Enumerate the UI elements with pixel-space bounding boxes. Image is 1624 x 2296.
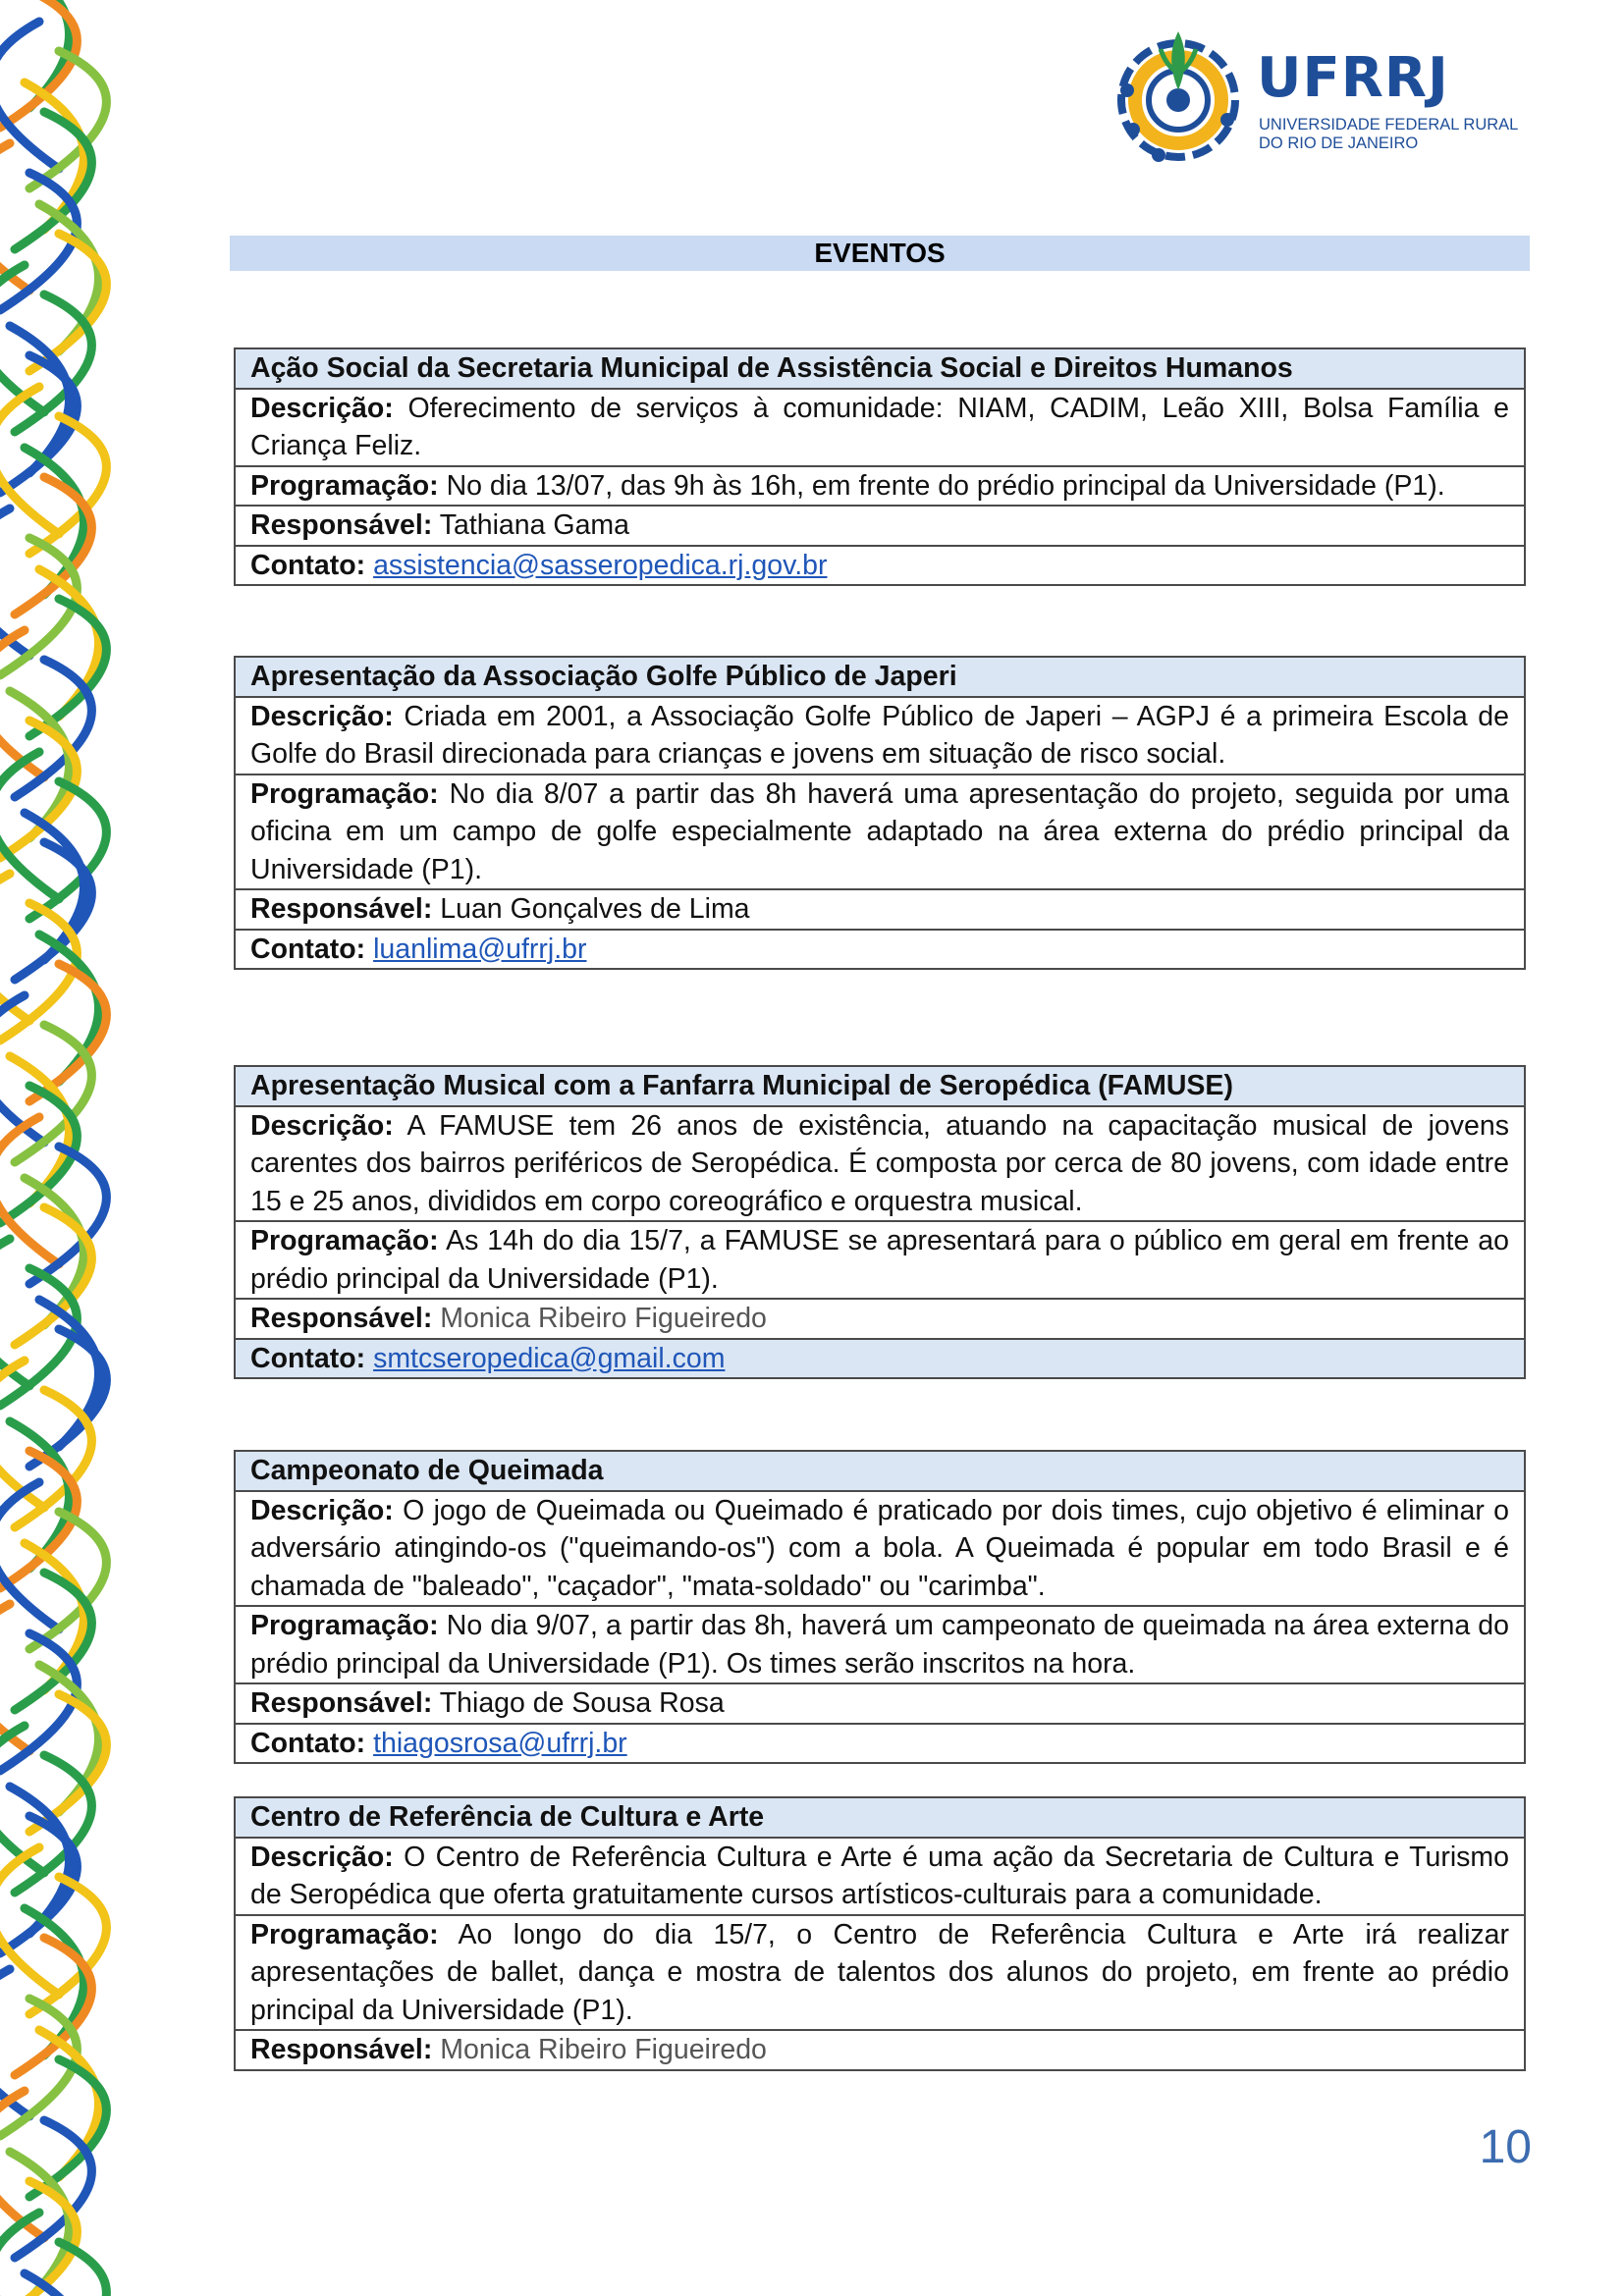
event-responsible bbox=[235, 889, 1525, 930]
responsible-name: Thiago de Sousa Rosa bbox=[439, 1687, 725, 1719]
schedule-text: No dia 9/07, a partir das 8h, haverá um campeonato de queimada na área externa do prédio principal da Universidade (P1). Os times serão inscritos na hora. bbox=[250, 1610, 1509, 1680]
event-schedule bbox=[235, 466, 1525, 507]
schedule-label: Programação: bbox=[250, 1225, 439, 1256]
event-contact bbox=[235, 930, 1525, 970]
description-label: Descrição: bbox=[250, 700, 394, 732]
ufrrj-emblem-icon bbox=[1110, 22, 1247, 169]
schedule-text: No dia 13/07, das 9h às 16h, em frente do prédio principal da Universidade (P1). bbox=[446, 469, 1445, 502]
event-title: Centro de Referência de Cultura e Arte bbox=[235, 1797, 1525, 1838]
event-table bbox=[234, 347, 1526, 586]
contact-label: Contato: bbox=[250, 549, 366, 581]
page-number: 10 bbox=[1479, 2121, 1532, 2173]
responsible-label: Responsável: bbox=[250, 1687, 433, 1719]
schedule-text: Ao longo do dia 15/7, o Centro de Referência Cultura e Arte irá realizar apresentações de ballet, dança e mostra de talentos dos alunos do projeto, em frente ao prédio principal da Universidade (P1). bbox=[250, 1918, 1509, 2026]
event-table bbox=[234, 1796, 1526, 2071]
event-responsible bbox=[235, 1299, 1525, 1339]
event-description bbox=[235, 1838, 1525, 1915]
schedule-label: Programação: bbox=[250, 469, 439, 502]
logo-title: UFRRJ bbox=[1257, 46, 1449, 110]
event-description bbox=[235, 697, 1525, 774]
section-title: EVENTOS bbox=[230, 236, 1530, 271]
responsible-label: Responsável: bbox=[250, 893, 433, 925]
description-label: Descrição: bbox=[250, 1841, 394, 1873]
description-text: Criada em 2001, a Associação Golfe Público de Japeri – AGPJ é a primeira Escola de Golfe do Brasil direcionada para crianças e jovens em situação de risco social. bbox=[250, 700, 1510, 770]
description-text: O Centro de Referência Cultura e Arte é uma ação da Secretaria de Cultura e Turismo de Seropédica que oferta gratuitamente cursos artísticos-culturais para a comunidade. bbox=[250, 1841, 1510, 1910]
event-contact bbox=[235, 546, 1525, 586]
responsible-label: Responsável: bbox=[250, 1303, 433, 1334]
description-label: Descrição: bbox=[250, 1109, 394, 1142]
responsible-label: Responsável: bbox=[250, 509, 433, 541]
event-title: Apresentação Musical com a Fanfarra Municipal de Seropédica (FAMUSE) bbox=[235, 1066, 1525, 1106]
contact-label: Contato: bbox=[250, 933, 366, 965]
event-schedule bbox=[235, 1915, 1525, 2031]
schedule-label: Programação: bbox=[250, 777, 439, 810]
logo-subtitle: UNIVERSIDADE FEDERAL RURAL DO RIO DE JANEIRO bbox=[1259, 116, 1518, 152]
contact-email-link[interactable]: assistencia@sasseropedica.rj.gov.br bbox=[373, 549, 828, 581]
description-text: O jogo de Queimada ou Queimado é praticado por dois times, cujo objetivo é eliminar o adversário atingindo-os ("queimando-os") com a bola. A Queimada é popular em todo Brasil e é chamada de "baleado", "caçador", "mata-soldado" ou "carimba". bbox=[250, 1494, 1509, 1602]
event-description bbox=[235, 1491, 1525, 1607]
description-label: Descrição: bbox=[250, 1494, 394, 1526]
event-description bbox=[235, 389, 1525, 466]
decorative-leaf-border bbox=[0, 0, 157, 2296]
description-text: Oferecimento de serviços à comunidade: NIAM, CADIM, Leão XIII, Bolsa Família e Criança Feliz. bbox=[250, 392, 1510, 461]
event-responsible bbox=[235, 1683, 1525, 1724]
responsible-name: Tathiana Gama bbox=[439, 509, 630, 541]
event-contact bbox=[235, 1339, 1525, 1379]
event-responsible bbox=[235, 2030, 1525, 2070]
event-title: Campeonato de Queimada bbox=[235, 1451, 1525, 1491]
contact-email-link[interactable]: smtcseropedica@gmail.com bbox=[373, 1342, 726, 1374]
event-schedule bbox=[235, 774, 1525, 890]
event-title: Ação Social da Secretaria Municipal de Assistência Social e Direitos Humanos bbox=[235, 348, 1525, 389]
schedule-text: As 14h do dia 15/7, a FAMUSE se apresentará para o público em geral em frente ao prédio principal da Universidade (P1). bbox=[250, 1225, 1509, 1295]
event-responsible bbox=[235, 506, 1525, 546]
contact-email-link[interactable]: thiagosrosa@ufrrj.br bbox=[373, 1727, 627, 1759]
responsible-name: Luan Gonçalves de Lima bbox=[440, 893, 750, 925]
ufrrj-logo bbox=[1110, 22, 1542, 169]
event-title: Apresentação da Associação Golfe Público de Japeri bbox=[235, 657, 1525, 697]
contact-email-link[interactable]: luanlima@ufrrj.br bbox=[373, 933, 587, 965]
contact-label: Contato: bbox=[250, 1727, 366, 1759]
event-table bbox=[234, 1450, 1526, 1764]
responsible-label: Responsável: bbox=[250, 2034, 433, 2065]
event-schedule bbox=[235, 1606, 1525, 1683]
event-contact bbox=[235, 1724, 1525, 1764]
contact-label: Contato: bbox=[250, 1342, 366, 1374]
description-label: Descrição: bbox=[250, 392, 394, 424]
description-text: A FAMUSE tem 26 anos de existência, atuando na capacitação musical de jovens carentes dos bairros periféricos de Seropédica. É composta por cerca de 80 jovens, com idade entre 15 e 25 anos, divididos em corpo coreográfico e orquestra musical. bbox=[250, 1109, 1509, 1217]
event-schedule bbox=[235, 1221, 1525, 1299]
event-table bbox=[234, 656, 1526, 970]
schedule-text: No dia 8/07 a partir das 8h haverá uma apresentação do projeto, seguida por uma oficina em um campo de golfe especialmente adaptado na área externa do prédio principal da Universidade (P1). bbox=[250, 777, 1510, 885]
event-table bbox=[234, 1065, 1526, 1379]
responsible-name: Monica Ribeiro Figueiredo bbox=[440, 2034, 767, 2065]
responsible-name: Monica Ribeiro Figueiredo bbox=[440, 1303, 767, 1334]
event-description bbox=[235, 1106, 1525, 1222]
schedule-label: Programação: bbox=[250, 1610, 439, 1641]
schedule-label: Programação: bbox=[250, 1918, 439, 1950]
